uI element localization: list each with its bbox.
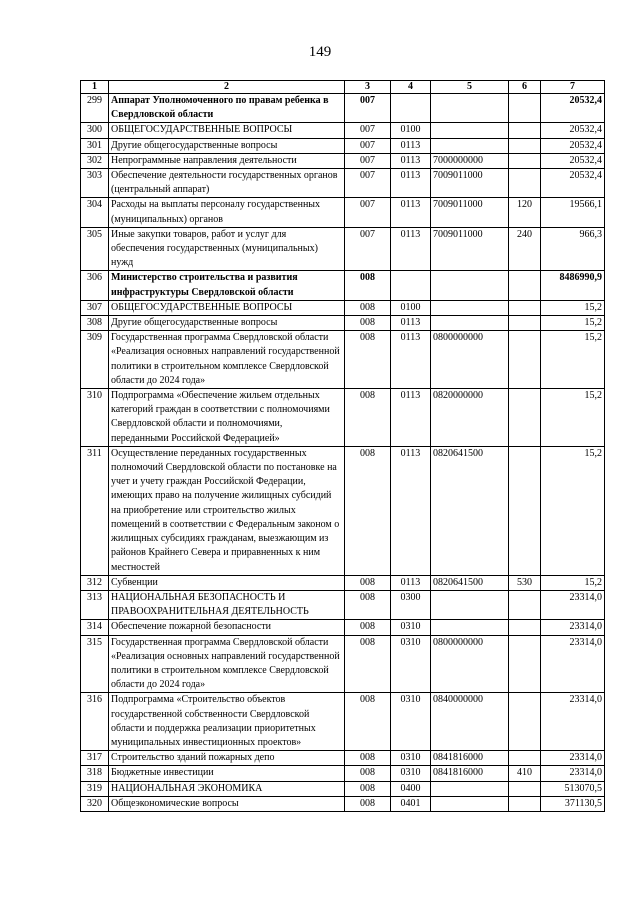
target-article-code	[431, 796, 509, 811]
amount: 15,2	[541, 575, 605, 590]
target-article-code: 0800000000	[431, 635, 509, 693]
row-number: 315	[81, 635, 109, 693]
row-number: 299	[81, 94, 109, 123]
expense-name: Расходы на выплаты персоналу государственных (муниципальных) органов	[109, 198, 345, 227]
row-number: 303	[81, 169, 109, 198]
section-code: 0100	[391, 123, 431, 138]
amount: 513070,5	[541, 781, 605, 796]
amount: 20532,4	[541, 169, 605, 198]
target-article-code: 7009011000	[431, 227, 509, 271]
section-code: 0401	[391, 796, 431, 811]
target-article-code: 0800000000	[431, 331, 509, 389]
amount: 19566,1	[541, 198, 605, 227]
department-code: 008	[345, 751, 391, 766]
section-code: 0113	[391, 446, 431, 575]
amount: 23314,0	[541, 590, 605, 619]
expense-type-code: 530	[509, 575, 541, 590]
expense-type-code	[509, 781, 541, 796]
department-code: 008	[345, 575, 391, 590]
expense-name: Обеспечение пожарной безопасности	[109, 620, 345, 635]
expense-name: Иные закупки товаров, работ и услуг для обеспечения государственных (муниципальных) нужд	[109, 227, 345, 271]
expense-type-code: 120	[509, 198, 541, 227]
section-code	[391, 271, 431, 300]
expense-name: НАЦИОНАЛЬНАЯ ЭКОНОМИКА	[109, 781, 345, 796]
section-code: 0113	[391, 169, 431, 198]
department-code: 007	[345, 138, 391, 153]
table-row	[81, 331, 605, 389]
expense-type-code	[509, 620, 541, 635]
expense-type-code	[509, 635, 541, 693]
expense-name: Непрограммные направления деятельности	[109, 153, 345, 168]
section-code: 0113	[391, 575, 431, 590]
department-code: 008	[345, 316, 391, 331]
expense-name: Другие общегосударственные вопросы	[109, 138, 345, 153]
expense-name: Бюджетные инвестиции	[109, 766, 345, 781]
row-number: 311	[81, 446, 109, 575]
department-code: 008	[345, 331, 391, 389]
row-number: 319	[81, 781, 109, 796]
expense-type-code	[509, 693, 541, 751]
section-code: 0310	[391, 766, 431, 781]
expense-name: Осуществление переданных государственных полномочий Свердловской области по постановке на учет и учету граждан Российской Федерации, имеющих право на получение жилищных субсидий на приобретение или строительство жилых помещений в соответствии с Федеральным законом о жилищных субсидиях гражданам, выезжающим из районов Крайнего Севера и приравненных к ним местностей	[109, 446, 345, 575]
row-number: 312	[81, 575, 109, 590]
table-row	[81, 138, 605, 153]
expense-type-code	[509, 300, 541, 315]
amount: 371130,5	[541, 796, 605, 811]
target-article-code: 7009011000	[431, 169, 509, 198]
row-number: 318	[81, 766, 109, 781]
section-code	[391, 94, 431, 123]
table-row	[81, 198, 605, 227]
department-code: 008	[345, 271, 391, 300]
section-code: 0310	[391, 751, 431, 766]
target-article-code: 0840000000	[431, 693, 509, 751]
row-number: 302	[81, 153, 109, 168]
table-body	[81, 94, 605, 812]
expense-name: Другие общегосударственные вопросы	[109, 316, 345, 331]
target-article-code: 0820000000	[431, 389, 509, 447]
department-code: 007	[345, 153, 391, 168]
table-row	[81, 781, 605, 796]
expense-name: Строительство зданий пожарных депо	[109, 751, 345, 766]
expense-name: Министерство строительства и развития инфраструктуры Свердловской области	[109, 271, 345, 300]
row-number: 313	[81, 590, 109, 619]
target-article-code	[431, 138, 509, 153]
expense-name: ОБЩЕГОСУДАРСТВЕННЫЕ ВОПРОСЫ	[109, 300, 345, 315]
target-article-code: 7009011000	[431, 198, 509, 227]
section-code: 0310	[391, 620, 431, 635]
target-article-code: 0841816000	[431, 766, 509, 781]
department-code: 008	[345, 590, 391, 619]
expense-name: Подпрограмма «Обеспечение жильем отдельных категорий граждан в соответствии с полномочиями Свердловской области и полномочиями, переданными Российской Федерацией»	[109, 389, 345, 447]
amount: 15,2	[541, 446, 605, 575]
table-row	[81, 751, 605, 766]
expense-type-code	[509, 94, 541, 123]
amount: 20532,4	[541, 138, 605, 153]
row-number: 320	[81, 796, 109, 811]
header-col-1: 1	[81, 81, 109, 94]
expense-name: НАЦИОНАЛЬНАЯ БЕЗОПАСНОСТЬ И ПРАВООХРАНИТЕЛЬНАЯ ДЕЯТЕЛЬНОСТЬ	[109, 590, 345, 619]
amount: 15,2	[541, 331, 605, 389]
department-code: 007	[345, 123, 391, 138]
section-code: 0113	[391, 316, 431, 331]
expense-type-code	[509, 751, 541, 766]
row-number: 314	[81, 620, 109, 635]
section-code: 0113	[391, 331, 431, 389]
page-number: 149	[308, 44, 332, 60]
department-code: 008	[345, 389, 391, 447]
row-number: 307	[81, 300, 109, 315]
header-col-4: 4	[391, 81, 431, 94]
target-article-code	[431, 620, 509, 635]
section-code: 0113	[391, 138, 431, 153]
amount: 15,2	[541, 389, 605, 447]
row-number: 300	[81, 123, 109, 138]
header-col-5: 5	[431, 81, 509, 94]
table-row	[81, 94, 605, 123]
target-article-code: 0820641500	[431, 446, 509, 575]
section-code: 0100	[391, 300, 431, 315]
amount: 20532,4	[541, 123, 605, 138]
expense-type-code	[509, 316, 541, 331]
table-row	[81, 123, 605, 138]
amount: 15,2	[541, 300, 605, 315]
amount: 8486990,9	[541, 271, 605, 300]
table-row	[81, 693, 605, 751]
department-code: 008	[345, 446, 391, 575]
header-col-3: 3	[345, 81, 391, 94]
department-code: 007	[345, 227, 391, 271]
amount: 23314,0	[541, 766, 605, 781]
row-number: 309	[81, 331, 109, 389]
table-row	[81, 389, 605, 447]
table-row	[81, 169, 605, 198]
expense-name: Обеспечение деятельности государственных органов (центральный аппарат)	[109, 169, 345, 198]
department-code: 008	[345, 620, 391, 635]
row-number: 304	[81, 198, 109, 227]
table-row	[81, 227, 605, 271]
department-code: 007	[345, 198, 391, 227]
expense-type-code	[509, 153, 541, 168]
target-article-code	[431, 590, 509, 619]
row-number: 316	[81, 693, 109, 751]
department-code: 008	[345, 766, 391, 781]
table-row	[81, 575, 605, 590]
expense-name: Государственная программа Свердловской области «Реализация основных направлений государственной политики в строительном комплексе Свердловской области до 2024 года»	[109, 331, 345, 389]
table-row	[81, 300, 605, 315]
expense-name: Подпрограмма «Строительство объектов государственной собственности Свердловской области и поддержка реализации приоритетных муниципальных инвестиционных проектов»	[109, 693, 345, 751]
expense-name: Аппарат Уполномоченного по правам ребенка в Свердловской области	[109, 94, 345, 123]
header-row	[81, 81, 605, 94]
amount: 20532,4	[541, 94, 605, 123]
target-article-code: 0820641500	[431, 575, 509, 590]
row-number: 306	[81, 271, 109, 300]
table-row	[81, 271, 605, 300]
expense-type-code	[509, 123, 541, 138]
department-code: 007	[345, 169, 391, 198]
department-code: 008	[345, 635, 391, 693]
expense-type-code	[509, 389, 541, 447]
table-row	[81, 446, 605, 575]
table-row	[81, 796, 605, 811]
header-col-7: 7	[541, 81, 605, 94]
target-article-code	[431, 123, 509, 138]
section-code: 0400	[391, 781, 431, 796]
expense-name: Общеэкономические вопросы	[109, 796, 345, 811]
amount: 23314,0	[541, 620, 605, 635]
expense-name: Государственная программа Свердловской области «Реализация основных направлений государственной политики в строительном комплексе Свердловской области до 2024 года»	[109, 635, 345, 693]
section-code: 0113	[391, 198, 431, 227]
amount: 966,3	[541, 227, 605, 271]
amount: 15,2	[541, 316, 605, 331]
table-row	[81, 620, 605, 635]
table-row	[81, 766, 605, 781]
target-article-code: 0841816000	[431, 751, 509, 766]
table-row	[81, 316, 605, 331]
expense-type-code: 240	[509, 227, 541, 271]
table-row	[81, 590, 605, 619]
target-article-code	[431, 94, 509, 123]
section-code: 0113	[391, 389, 431, 447]
department-code: 008	[345, 300, 391, 315]
expense-type-code	[509, 271, 541, 300]
section-code: 0300	[391, 590, 431, 619]
table-row	[81, 635, 605, 693]
expense-type-code	[509, 446, 541, 575]
target-article-code	[431, 300, 509, 315]
expense-type-code	[509, 331, 541, 389]
expense-name: ОБЩЕГОСУДАРСТВЕННЫЕ ВОПРОСЫ	[109, 123, 345, 138]
expense-name: Субвенции	[109, 575, 345, 590]
department-code: 008	[345, 796, 391, 811]
section-code: 0113	[391, 153, 431, 168]
amount: 23314,0	[541, 635, 605, 693]
section-code: 0310	[391, 693, 431, 751]
row-number: 301	[81, 138, 109, 153]
row-number: 310	[81, 389, 109, 447]
target-article-code: 7000000000	[431, 153, 509, 168]
expense-type-code	[509, 169, 541, 198]
header-col-2: 2	[109, 81, 345, 94]
header-col-6: 6	[509, 81, 541, 94]
expense-type-code: 410	[509, 766, 541, 781]
section-code: 0310	[391, 635, 431, 693]
department-code: 008	[345, 693, 391, 751]
amount: 20532,4	[541, 153, 605, 168]
row-number: 308	[81, 316, 109, 331]
section-code: 0113	[391, 227, 431, 271]
row-number: 317	[81, 751, 109, 766]
amount: 23314,0	[541, 693, 605, 751]
department-code: 007	[345, 94, 391, 123]
target-article-code	[431, 271, 509, 300]
target-article-code	[431, 781, 509, 796]
table-row	[81, 153, 605, 168]
target-article-code	[431, 316, 509, 331]
row-number: 305	[81, 227, 109, 271]
expense-type-code	[509, 796, 541, 811]
department-code: 008	[345, 781, 391, 796]
amount: 23314,0	[541, 751, 605, 766]
expense-type-code	[509, 138, 541, 153]
budget-table	[80, 80, 605, 812]
expense-type-code	[509, 590, 541, 619]
